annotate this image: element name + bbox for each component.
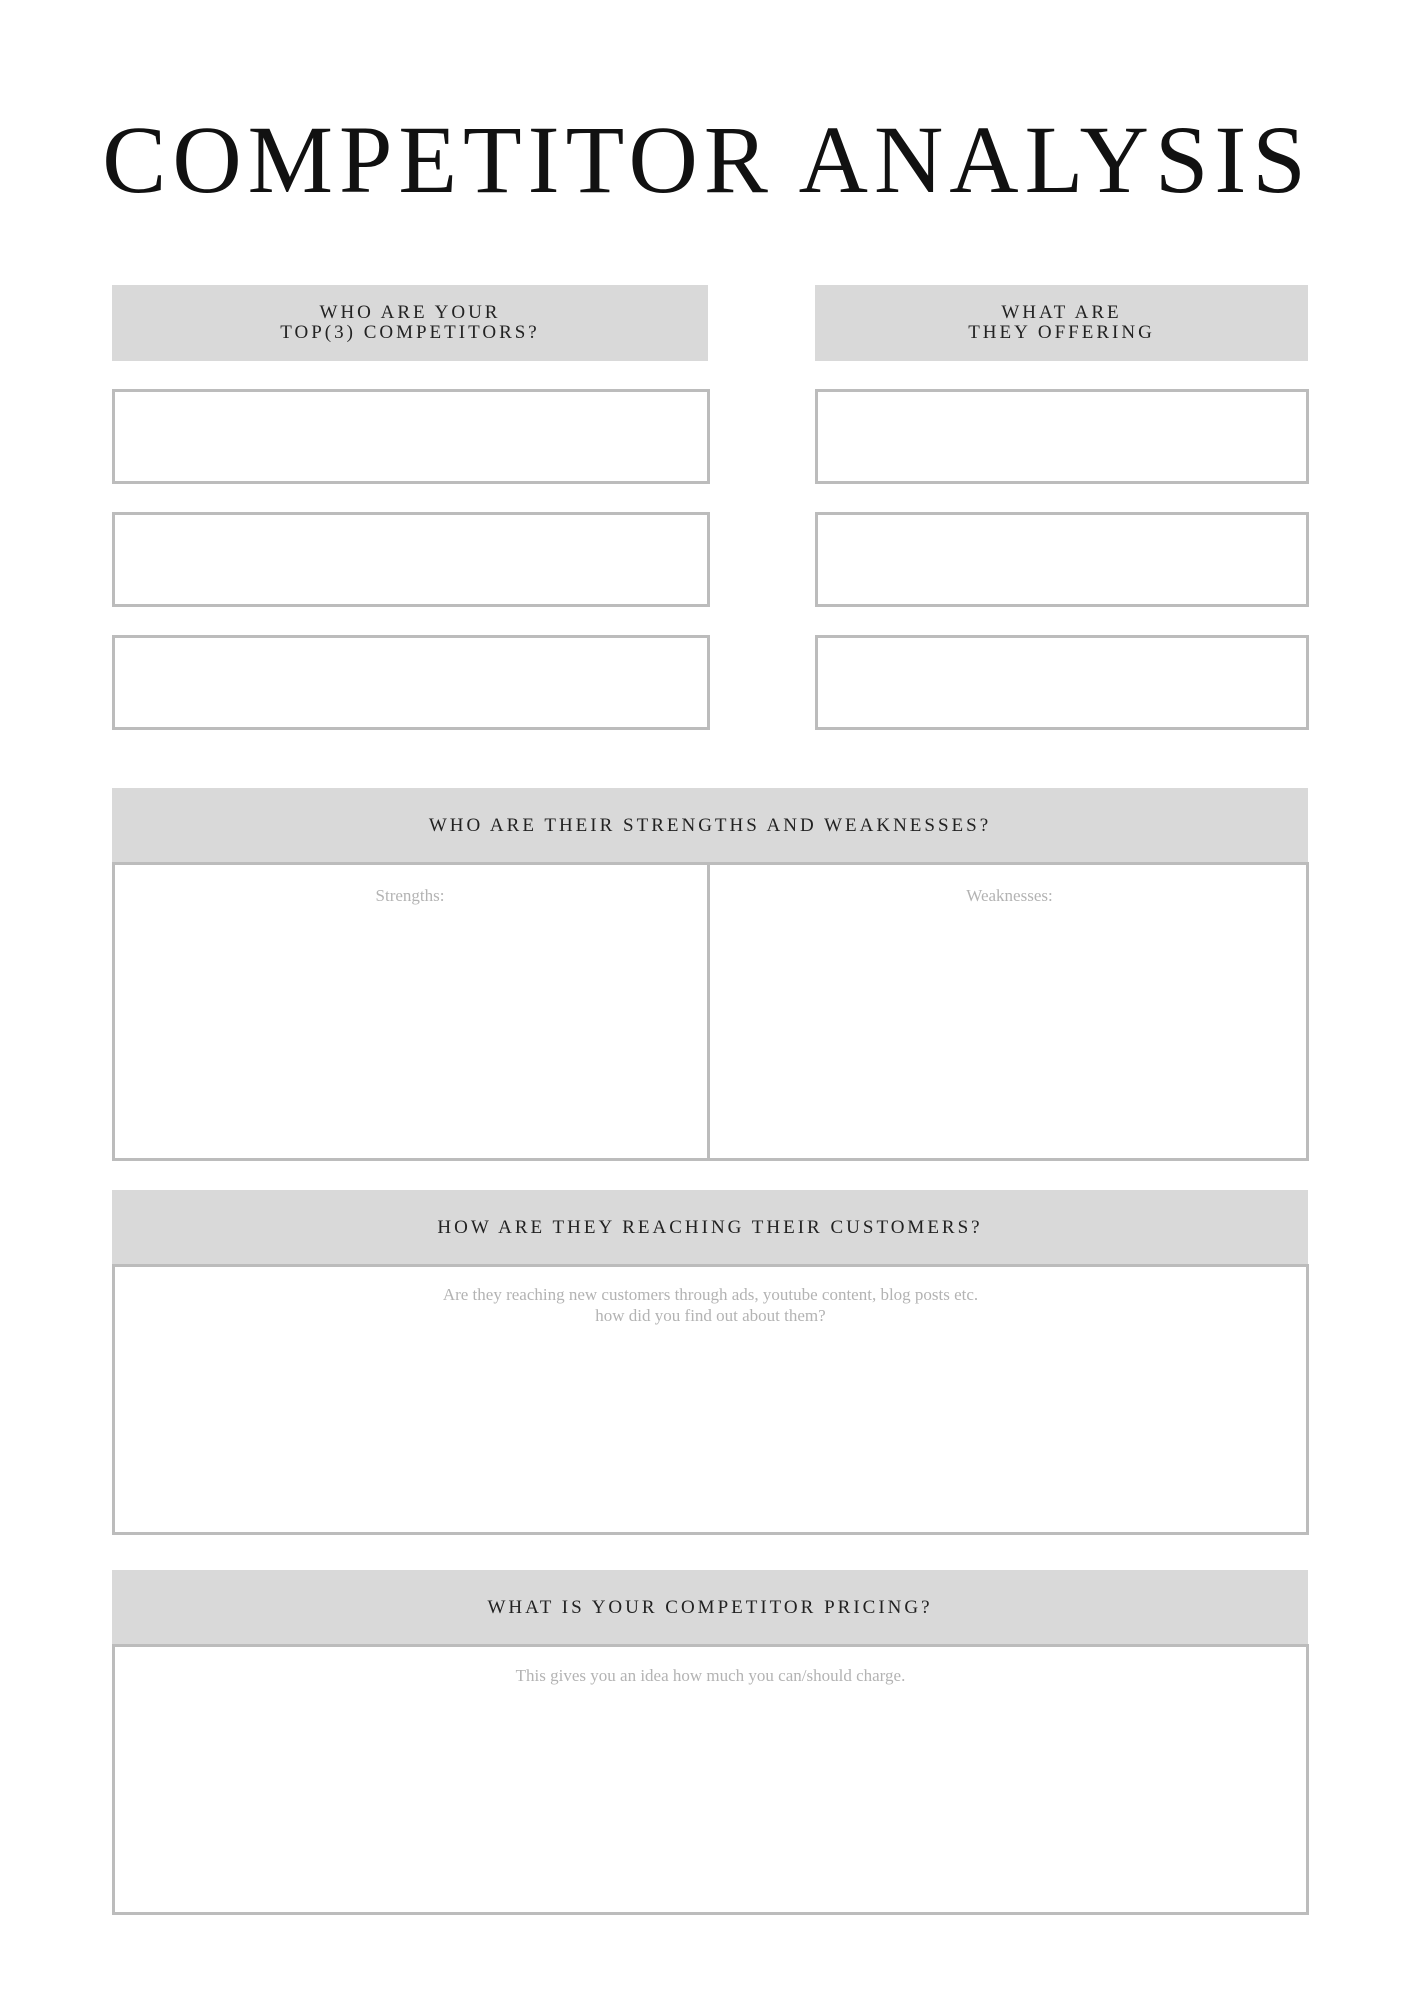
- strengths-weaknesses-header: [112, 788, 1308, 864]
- strengths-weaknesses-heading: WHO ARE THEIR STRENGTHS AND WEAKNESSES?: [428, 815, 992, 836]
- reaching-heading: HOW ARE THEY REACHING THEIR CUSTOMERS?: [437, 1217, 983, 1238]
- offerings-header-line2: THEY OFFERING: [968, 322, 1155, 343]
- offering-field-1[interactable]: [815, 389, 1309, 484]
- offerings-header: [815, 285, 1308, 361]
- competitors-header-line1: WHO ARE YOUR: [319, 302, 501, 323]
- reaching-header: [112, 1190, 1308, 1266]
- offerings-header-line1: WHAT ARE: [1001, 302, 1122, 323]
- page-title: COMPETITOR ANALYSIS: [102, 106, 1312, 213]
- pricing-heading: WHAT IS YOUR COMPETITOR PRICING?: [487, 1597, 933, 1618]
- competitor-field-1[interactable]: [112, 389, 710, 484]
- offering-field-2[interactable]: [815, 512, 1309, 607]
- strengths-area[interactable]: [115, 865, 707, 1158]
- pricing-hint: This gives you an idea how much you can/should charge.: [515, 1666, 906, 1685]
- competitor-field-2[interactable]: [112, 512, 710, 607]
- competitors-header-line2: TOP(3) COMPETITORS?: [280, 322, 540, 343]
- strengths-label: Strengths:: [375, 886, 445, 905]
- competitor-field-3[interactable]: [112, 635, 710, 730]
- weaknesses-area[interactable]: [710, 865, 1306, 1158]
- reaching-hint-line1: Are they reaching new customers through ads, youtube content, blog posts etc.: [442, 1285, 979, 1304]
- pricing-header: [112, 1570, 1308, 1646]
- weaknesses-label: Weaknesses:: [966, 886, 1053, 905]
- competitors-header: [112, 285, 708, 361]
- reaching-hint-line2: how did you find out about them?: [595, 1306, 826, 1325]
- offering-field-3[interactable]: [815, 635, 1309, 730]
